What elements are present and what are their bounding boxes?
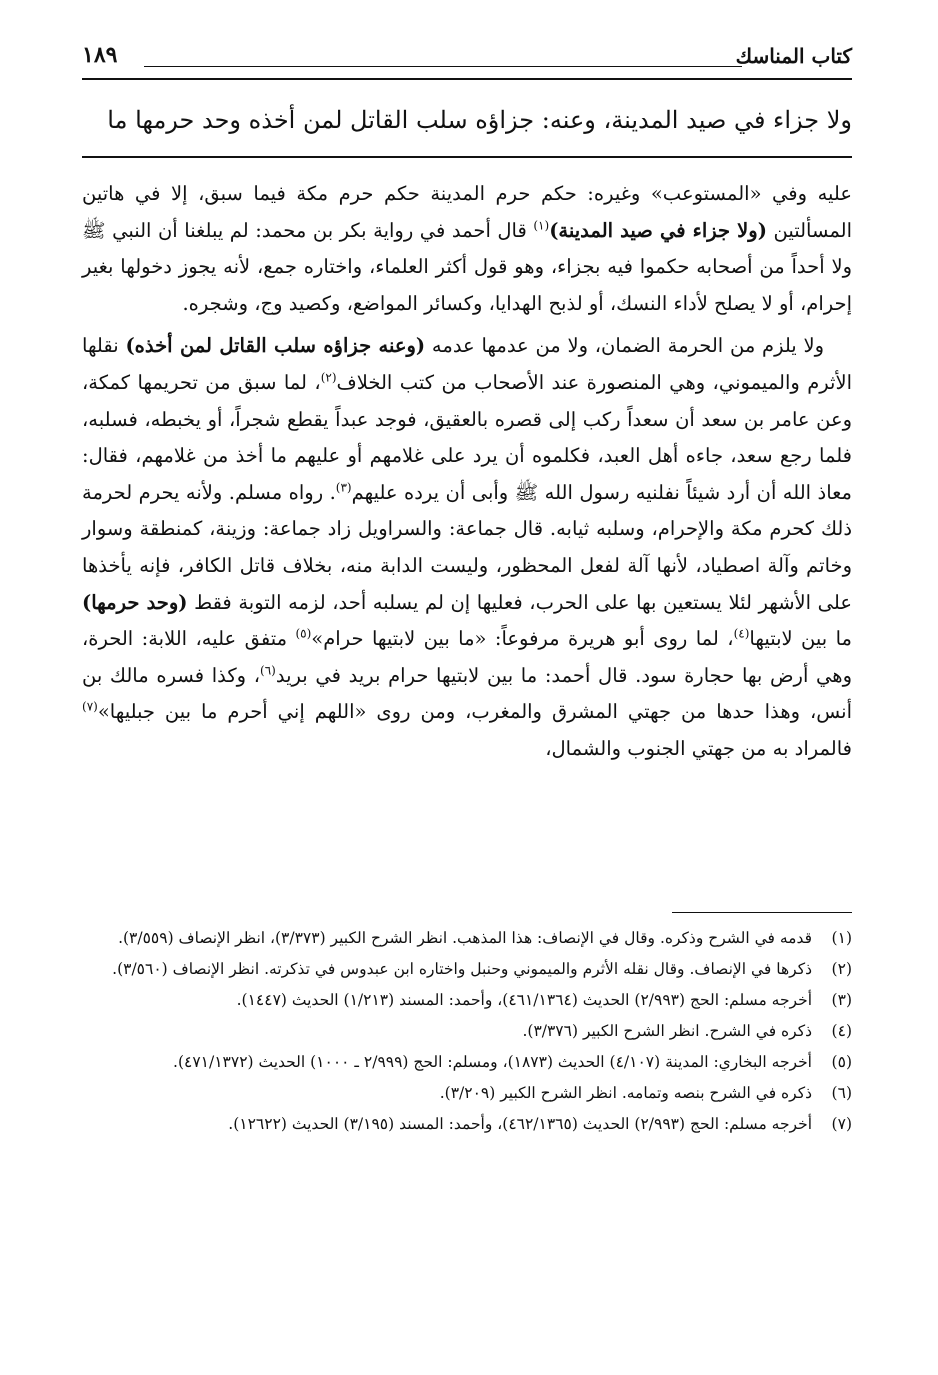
- header-dash-line: [144, 66, 742, 67]
- footnotes: [82, 926, 852, 1143]
- footnote-1: [82, 926, 852, 951]
- footnote-number: (٢): [831, 960, 852, 978]
- footnote-text: أخرجه مسلم: الحج (٢/٩٩٣) الحديث (٤٦١/١٣٦٤)، وأحمد: المسند (١/٢١٣) الحديث (١٤٤٧).: [236, 991, 812, 1009]
- text-span: ما بين لابتيها: [749, 627, 852, 651]
- commentary-body: [82, 176, 852, 768]
- footnote-4: [82, 1019, 852, 1044]
- footnote-number: (٣): [831, 991, 852, 1009]
- footnote-text: أخرجه البخاري: المدينة (٤/١٠٧) الحديث (١٨٧٣)، ومسلم: الحج (٢/٩٩٩ ـ ١٠٠٠) الحديث (٤٧١/١٣٧٢).: [173, 1053, 812, 1071]
- footnote-text: ذكرها في الإنصاف. وقال نقله الأثرم والميموني وحنبل واختاره ابن عبدوس في تذكرته. انظر الإنصاف (٣/٥٦٠).: [112, 960, 812, 978]
- bold-quote: (وحد حرمها): [82, 590, 188, 614]
- footnote-ref[interactable]: (٤): [733, 626, 750, 641]
- footnote-3: [82, 988, 852, 1013]
- footnote-number: (٧): [831, 1115, 852, 1133]
- text-span: فالمراد به من جهتي الجنوب والشمال،: [545, 736, 852, 760]
- text-span: ، لما روى أبو هريرة مرفوعاً: «ما بين لابتيها حرام»: [311, 627, 734, 651]
- footnote-number: (٦): [831, 1084, 852, 1102]
- footnote-2: [82, 957, 852, 982]
- page-header: [82, 38, 852, 74]
- text-span: قال أحمد في رواية بكر بن محمد: لم يبلغنا أن النبي ﷺ ولا أحداً من أصحابه حكموا فيه بجزاء، وهو قول أكثر العلماء، واختاره جمع، لأنه يجوز دخولها بغير إحرام، أو لا يصلح لأداء النسك، أو لذبح الهدايا، وكسائر المواضع، وكصيد وج، وشجره.: [82, 218, 852, 315]
- text-span: متفق عليه، اللابة: الحرة، وهي أرض بها حجارة سود. قال أحمد: ما بين لابتيها حرام بريد في بريد: [82, 627, 852, 687]
- text-span: ولا يلزم من الحرمة الضمان، ولا من عدمها عدمه: [431, 334, 825, 358]
- footnote-ref[interactable]: (١): [533, 218, 550, 233]
- bold-quote: (وعنه جزاؤه سلب القاتل لمن أخذه): [125, 334, 426, 358]
- header-rule: [82, 78, 852, 80]
- footnote-number: (٥): [831, 1053, 852, 1071]
- footnote-number: (٤): [831, 1022, 852, 1040]
- footnote-ref[interactable]: (٧): [82, 699, 98, 714]
- bold-quote: (ولا جزاء في صيد المدينة): [549, 218, 767, 242]
- footnote-ref[interactable]: (٣): [335, 480, 352, 495]
- footnote-text: ذكره في الشرح. انظر الشرح الكبير (٣/٣٧٦).: [522, 1022, 812, 1040]
- footnote-6: [82, 1081, 852, 1106]
- text-span: نقلها الأثرم والميموني، وهي المنصورة عند الأصحاب من كتب الخلاف: [82, 334, 852, 394]
- running-title: كتاب المناسك: [735, 44, 852, 68]
- footnote-5: [82, 1050, 852, 1075]
- footnote-ref[interactable]: (٢): [320, 370, 337, 385]
- text-span: ، وكذا فسره مالك بن أنس، وهذا حدها من جهتي المشرق والمغرب، ومن روى «اللهم إني أحرم ما بين جبليها»: [82, 663, 852, 724]
- footnote-ref[interactable]: (٥): [295, 626, 312, 641]
- footnote-text: قدمه في الشرح وذكره. وقال في الإنصاف: هذا المذهب. انظر الشرح الكبير (٣/٣٧٣)، انظر الإنصاف (٣/٥٥٩).: [118, 929, 812, 947]
- text-span: عليه وفي «المستوعب» وغيره: حكم حرم المدينة حكم حرم مكة فيما سبق، إلا في هاتين المسألتين: [82, 182, 852, 242]
- paragraph-1: [82, 176, 852, 322]
- matn-text: ولا جزاء في صيد المدينة، وعنه: جزاؤه سلب القاتل لمن أخذه وحد حرمها ما: [107, 106, 852, 134]
- text-span: ، لما سبق من تحريمها كمكة، وعن عامر بن سعد أن سعداً ركب إلى قصره بالعقيق، فوجد عبداً يقطع شجراً، أو يخبطه، فسلبه، فلما رجع سعد، جاءه أهل العبد، فكلموه أن يرد على غلامهم أو عليهم ما أخذ من غلامهم، فقال: معاذ الله أن أرد شيئاً نفلنيه رسول الله ﷺ وأبى أن يرده عليهم: [82, 370, 852, 504]
- matn-rule: [82, 156, 852, 158]
- footnote-ref[interactable]: (٦): [260, 663, 276, 678]
- footnote-text: ذكره في الشرح بنصه وتمامه. انظر الشرح الكبير (٣/٢٠٩).: [439, 1084, 812, 1102]
- page-number: ١٨٩: [82, 42, 118, 68]
- footnote-text: أخرجه مسلم: الحج (٢/٩٩٣) الحديث (٤٦٢/١٣٦٥)، وأحمد: المسند (٣/١٩٥) الحديث (١٢٦٢٢).: [228, 1115, 812, 1133]
- footnote-separator: [672, 912, 852, 913]
- footnote-7: [82, 1112, 852, 1137]
- text-span: . رواه مسلم. ولأنه يحرم لحرمة ذلك كحرم مكة والإحرام، وسلبه ثيابه. قال جماعة: والسراويل زاد جماعة: وزينة، كمنطقة وسوار وخاتم وآلة اصطياد، لأنها آلة لفعل المحظور، وليست الدابة منه، بخلاف قاتل الكافر، فإنه يأخذها على الأشهر لئلا يستعين بها على الحرب، فعليها إن لم يسلبه أحد، لزمه التوبة فقط: [82, 480, 852, 614]
- footnote-number: (١): [831, 929, 852, 947]
- paragraph-2: [82, 328, 852, 767]
